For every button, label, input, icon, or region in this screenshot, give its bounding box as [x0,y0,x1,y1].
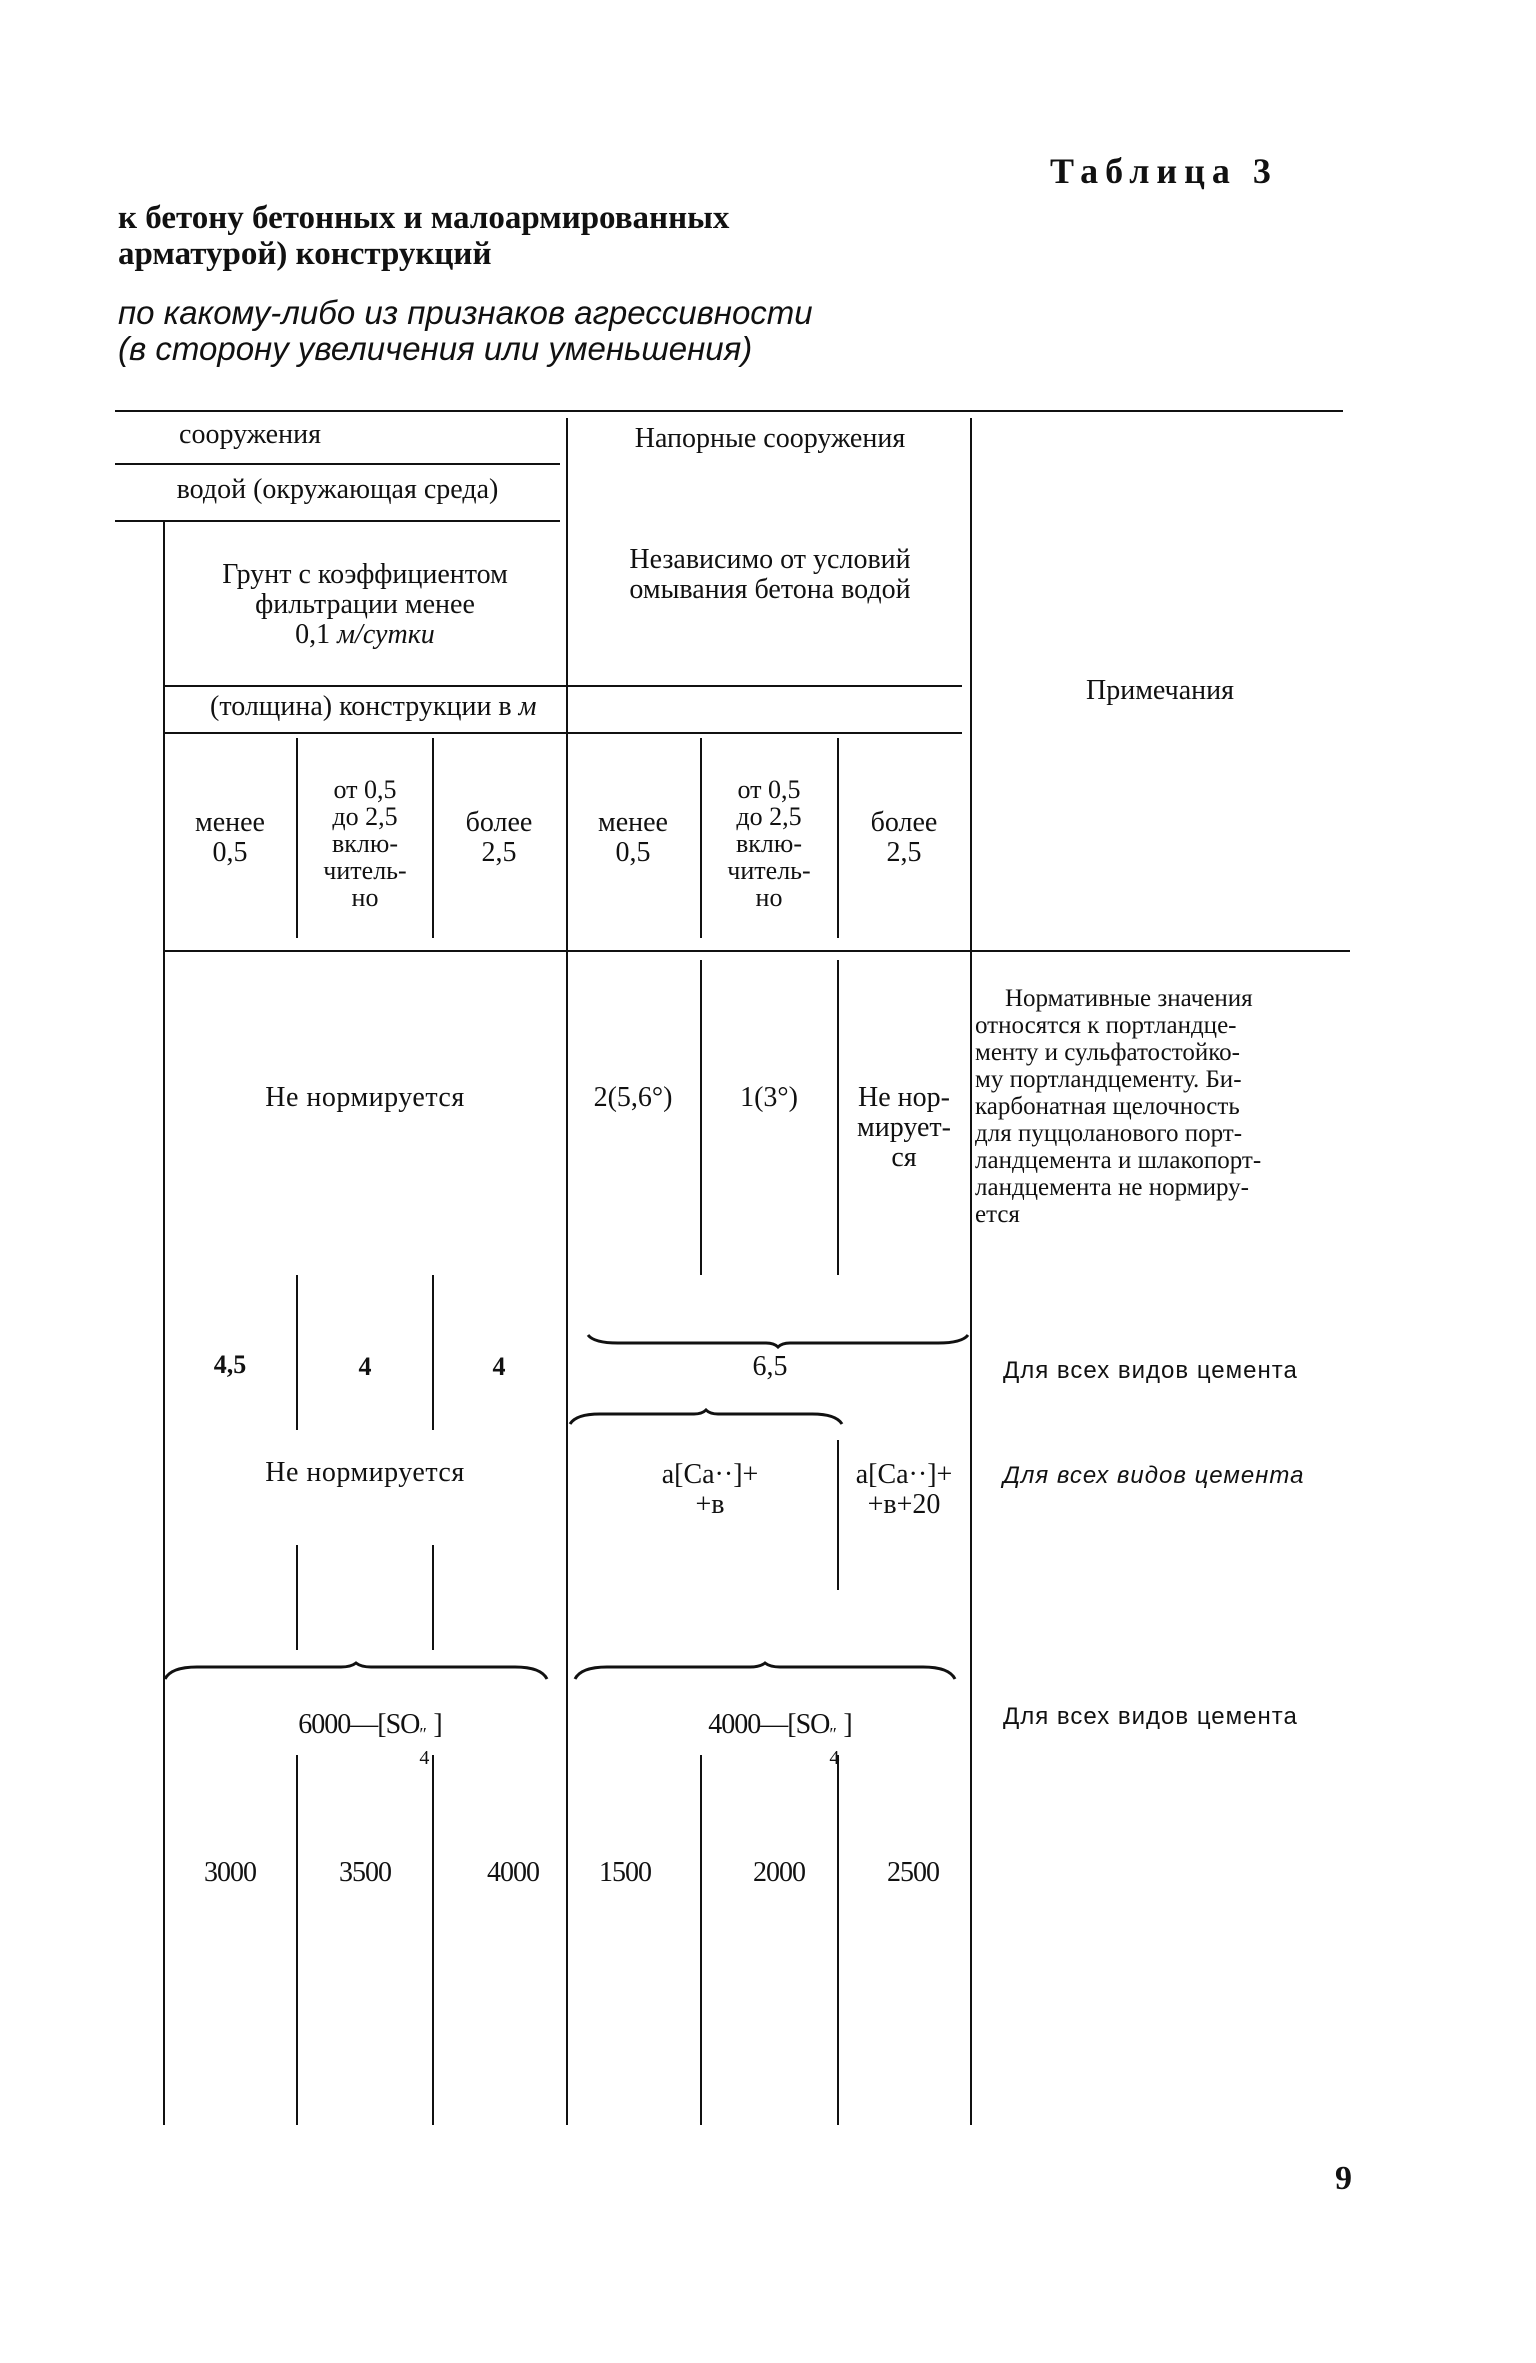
vline-row3-a [296,1545,298,1650]
sub-mid-left-4: читель- [323,856,407,885]
rule-under-head [165,950,1350,952]
thickness-unit: м [518,691,537,722]
title-line-2: арматурой) конструкций [118,236,492,272]
row4-value: 2000 [753,1857,805,1888]
thickness-label: (толщина) конструкции в [210,691,519,722]
sub-mid-left [298,776,432,911]
sub-mid-right-5: но [755,883,783,912]
row1-note-line: ландцемента не нормиру- [975,1174,1249,1201]
row1-note-line: карбонатная щелочность [975,1093,1240,1120]
row4-brace-right [575,1663,955,1681]
vline-row4-d [837,1755,839,2125]
row4-right-sup: ″ [829,1724,836,1744]
sub-more-right-b: 2,5 [886,837,922,868]
head-pressure-desc [570,545,970,605]
head-structures: сооружения [179,419,321,450]
row4-right-base: 4000—[SO [708,1709,830,1740]
rule-under-water-env [115,520,560,522]
row4-formula-right [630,1709,930,1769]
rule-under-structures [115,463,560,465]
row3-pb [839,1460,969,1520]
row2-note: Для всех видов цемента [1003,1357,1298,1384]
rule-above-thickness [165,685,962,687]
row2-v1: 4,5 [213,1350,247,1379]
row4-value: 3000 [204,1857,256,1888]
row2-v3: 4 [492,1352,506,1381]
row1-note-line: ется [975,1201,1020,1228]
row4-left-sup: ″ [419,1724,426,1744]
sub-mid-left-5: но [351,883,379,912]
sub-mid-right-4: читель- [727,856,811,885]
row2-pressure-value: 6,5 [752,1351,788,1382]
row4-value: 4000 [487,1857,539,1888]
vline-row1-p1 [700,960,702,1275]
sub-mid-right-2: до 2,5 [736,802,802,831]
row1-note-line: относятся к портландце- [975,1012,1237,1039]
subtitle-line-2: (в сторону увеличения или уменьшения) [118,330,753,367]
row1-note-line: ландцемента и шлакопорт- [975,1147,1262,1174]
sub-less-right-a: менее [598,807,668,838]
sub-less-right-b: 0,5 [615,837,651,868]
row1-note-line: Нормативные значения [1005,985,1253,1012]
ground-value: 0,1 [295,619,338,650]
row3-pb-line1: a[Ca··]+ [855,1459,953,1490]
row4-left-end: ] [433,1709,442,1740]
row4-note: Для всех видов цемента [1003,1703,1298,1730]
row4-left-sub: 4 [419,1747,429,1769]
head-thickness [210,692,710,722]
row1-note [975,985,1347,1228]
ground-unit: м/сутки [337,619,435,650]
sub-mid-left-2: до 2,5 [332,802,398,831]
page-number: 9 [1335,2160,1352,2197]
row1-p2: 1(3°) [740,1082,798,1113]
rule-under-thickness [165,732,962,734]
row4-formula-left [220,1709,520,1769]
vline-row4-b [432,1755,434,2125]
row4-value: 2500 [887,1857,939,1888]
row3-note: Для всех видов цемента [1003,1462,1305,1489]
row3-not-regulated: Не нормируется [265,1457,465,1488]
row3-pb-line2: +в+20 [867,1489,941,1520]
row4-right-sub: 4 [829,1747,839,1769]
vline-row4-c [700,1755,702,2125]
sub-less-left-b: 0,5 [212,837,248,868]
row2-brace [588,1333,968,1347]
sub-more-left-a: более [465,807,533,838]
sub-mid-right-3: вклю- [736,829,802,858]
row3-pa-line2: +в [695,1489,725,1520]
row1-note-line: для пуццоланового порт- [975,1120,1243,1147]
sub-more-left [434,808,564,868]
row1-note-line: му портландцементу. Би- [975,1066,1242,1093]
ground-line-3 [165,620,565,650]
sub-less-right [568,808,698,868]
row1-p3-line2: мирует- [857,1112,951,1143]
row1-p3-line1: Не нор- [858,1082,950,1113]
row1-p3-line3: ся [891,1142,917,1173]
row4-left-base: 6000—[SO [298,1709,420,1740]
sub-less-left [165,808,295,868]
table-label: Таблица 3 [1050,151,1278,191]
ground-line-1: Грунт с коэффициентом [222,559,508,590]
sub-more-right [839,808,969,868]
row4-brace-left [165,1663,547,1681]
pressure-desc-line-2: омывания бетона водой [629,574,911,605]
row1-not-regulated: Не нормируется [265,1082,465,1113]
row3-brace [570,1410,842,1426]
row3-pa [610,1460,810,1520]
head-water-env: водой (окружающая среда) [176,474,499,505]
row1-p1: 2(5,6°) [593,1082,673,1113]
table-top-rule [115,410,1343,412]
vline-row3-b [432,1545,434,1650]
head-pressure-structures: Напорные сооружения [634,423,906,454]
title-line-1: к бетону бетонных и малоармированных [118,200,730,236]
row4-value: 3500 [339,1857,391,1888]
sub-more-right-a: более [870,807,938,838]
sub-mid-right [702,776,836,911]
row3-pa-line1: a[Ca··]+ [661,1459,759,1490]
row4-value: 1500 [599,1857,651,1888]
sub-less-left-a: менее [195,807,265,838]
row1-p3 [839,1083,969,1173]
sub-mid-left-3: вклю- [332,829,398,858]
sub-more-left-b: 2,5 [481,837,517,868]
head-ground-filtration [165,560,565,650]
head-notes: Примечания [1085,675,1234,706]
row1-note-line: менту и сульфатостойко- [975,1039,1240,1066]
ground-line-2: фильтрации менее [255,589,475,620]
vline-row4-a [296,1755,298,2125]
pressure-desc-line-1: Независимо от условий [629,544,911,575]
row4-right-end: ] [843,1709,852,1740]
sub-mid-right-1: от 0,5 [737,775,801,804]
sub-mid-left-1: от 0,5 [333,775,397,804]
subtitle-line-1: по какому-либо из признаков агрессивности [118,294,813,331]
row2-v2: 4 [358,1352,372,1381]
